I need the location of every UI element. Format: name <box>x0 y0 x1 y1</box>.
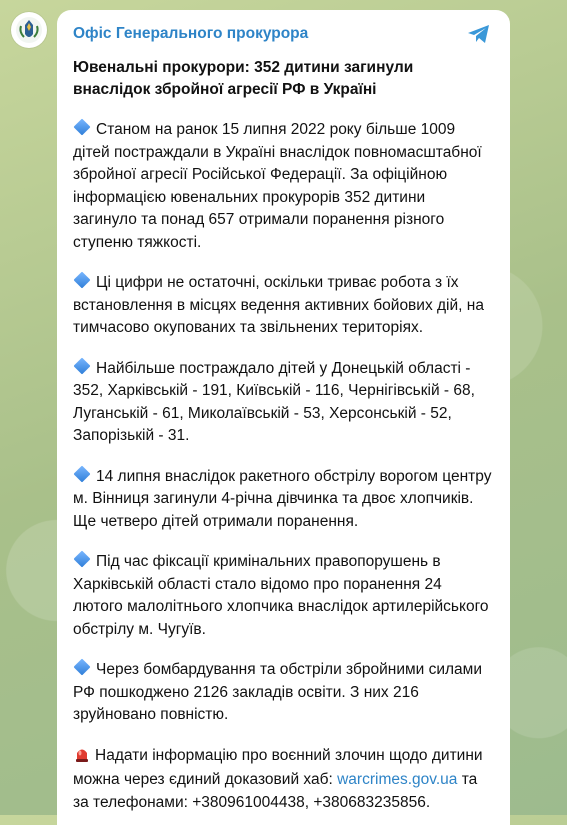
paragraph-text: 14 липня внаслідок ракетного обстрілу ворогом центру м. Вінниця загинули 4-річна дівчинка та двоє хлопчиків. Ще четверо дітей отримали поранення. <box>73 467 492 530</box>
paragraph-text: Через бомбардування та обстріли збройними силами РФ пошкоджено 2126 закладів освіти. З них 216 зруйновано повністю. <box>73 661 482 723</box>
paragraph-6 <box>73 659 492 727</box>
blue-diamond-icon <box>74 659 91 676</box>
message-header <box>73 24 492 51</box>
blue-diamond-icon <box>74 357 91 374</box>
paragraph-text: Найбільше постраждало дітей у Донецькій області - 352, Харківській - 191, Київській - 116, Чернігівській - 68, Луганській - 61, Миколаївській - 53, Херсонській - 52, Запорізькій - 31. <box>73 359 475 444</box>
paragraph-5 <box>73 551 492 641</box>
post-title: Ювенальні прокурори: 352 дитини загинули внаслідок збройної агресії РФ в Україні <box>73 59 414 98</box>
paragraph-4 <box>73 466 492 534</box>
blue-diamond-icon <box>74 551 91 568</box>
channel-avatar[interactable] <box>11 12 47 48</box>
prosecutor-emblem-icon <box>15 16 43 44</box>
telegram-share-icon[interactable] <box>466 22 492 51</box>
paragraph-1 <box>73 119 492 254</box>
warcrimes-link[interactable]: warcrimes.gov.ua <box>337 771 458 788</box>
siren-icon <box>75 746 89 770</box>
final-text-after: та за телефонами: +380961004438, +380683235856. <box>73 771 478 811</box>
channel-name[interactable]: Офіс Генерального прокурора <box>73 25 309 42</box>
paragraph-final <box>73 745 492 815</box>
blue-diamond-icon <box>74 465 91 482</box>
message-card <box>57 10 510 825</box>
final-text: Надати інформацію про воєнний злочин щодо дитини можна через єдиний доказовий хаб: <box>73 746 483 788</box>
blue-diamond-icon <box>74 272 91 289</box>
paragraph-text: Станом на ранок 15 липня 2022 року більше 1009 дітей постраждали в Україні внаслідок повномасштабної збройної агресії Російської Федерації. За офіційною інформацією ювенальних прокурорів 352 дитини загинуло та понад 657 отримали поранення різного ступеню тяжкості. <box>73 121 482 251</box>
blue-diamond-icon <box>74 119 91 136</box>
paragraph-text: Під час фіксації кримінальних правопорушень в Харківській області стало відомо про поранення 24 лютого малолітнього хлопчика внаслідок артилерійського обстрілу м. Чугуїв. <box>73 553 489 638</box>
paragraph-3 <box>73 358 492 448</box>
paragraph-text: Ці цифри не остаточні, оскільки триває робота з їх встановлення в місцях ведення активних бойових дій, на тимчасово окупованих та звільнених територіях. <box>73 274 484 336</box>
paragraph-2 <box>73 272 492 340</box>
